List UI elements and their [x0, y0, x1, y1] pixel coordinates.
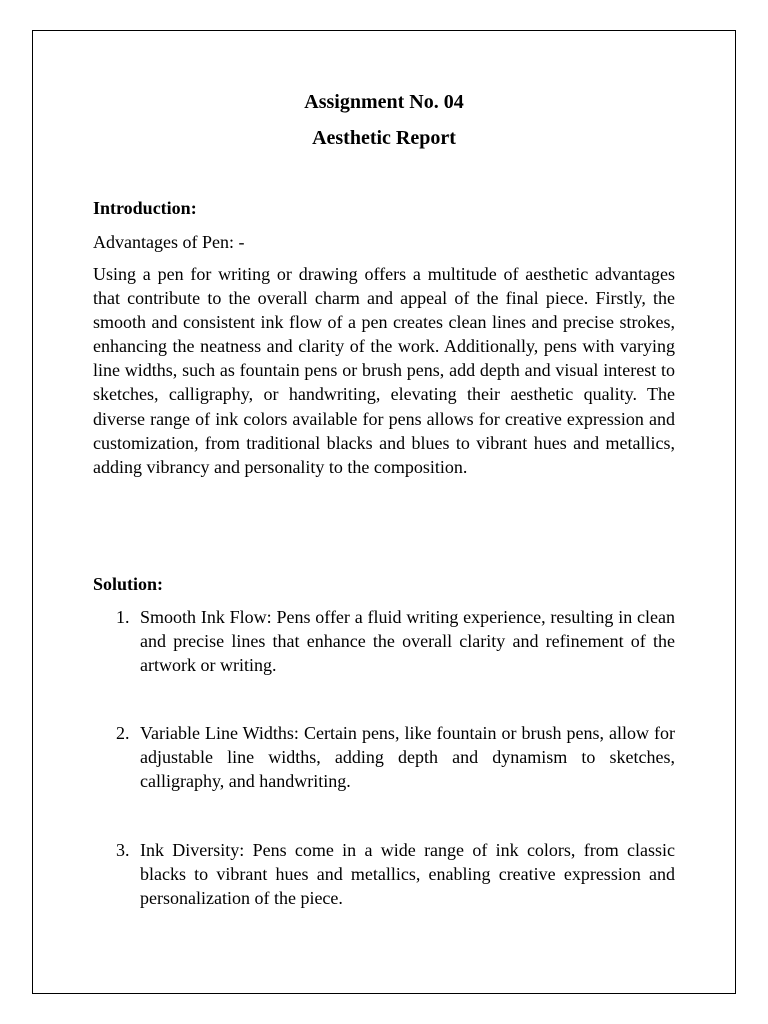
solution-list-item [93, 721, 675, 793]
introduction-subheading: Advantages of Pen: - [93, 232, 245, 252]
introduction-heading: Introduction: [93, 198, 197, 218]
list-item-number: 3. [116, 840, 130, 860]
document-title: Assignment No. 04 [304, 91, 464, 113]
list-item-text: Smooth Ink Flow: Pens offer a fluid writing experience, resulting in clean and precise lines that enhance the overall clarity and refinement of the artwork or writing. [140, 607, 675, 676]
solution-list-item [93, 838, 675, 910]
list-item-number: 2. [116, 723, 130, 743]
solution-heading: Solution: [93, 574, 164, 594]
document-subtitle: Aesthetic Report [312, 127, 456, 149]
document-page [32, 30, 736, 994]
list-item-text: Ink Diversity: Pens come in a wide range of ink colors, from classic blacks to vibrant hues and metallics, enabling creative expression and personalization of the piece. [140, 840, 675, 909]
list-item-number: 1. [116, 607, 130, 627]
introduction-paragraph: Using a pen for writing or drawing offers a multitude of aesthetic advantages that contribute to the overall charm and appeal of the final piece. Firstly, the smooth and consistent ink flow of a pen creates clean lines and precise strokes, enhancing the neatness and clarity of the work. Additionally, pens with varying line widths, such as fountain pens or brush pens, add depth and visual interest to sketches, calligraphy, or handwriting, elevating their aesthetic quality. The diverse range of ink colors available for pens allows for creative expression and customization, from traditional blacks and blues to vibrant hues and metallics, adding vibrancy and personality to the composition. [93, 264, 675, 477]
list-item-text: Variable Line Widths: Certain pens, like fountain or brush pens, allow for adjustable line widths, adding depth and dynamism to sketches, calligraphy, and handwriting. [140, 723, 675, 792]
solution-list-item [93, 605, 675, 677]
